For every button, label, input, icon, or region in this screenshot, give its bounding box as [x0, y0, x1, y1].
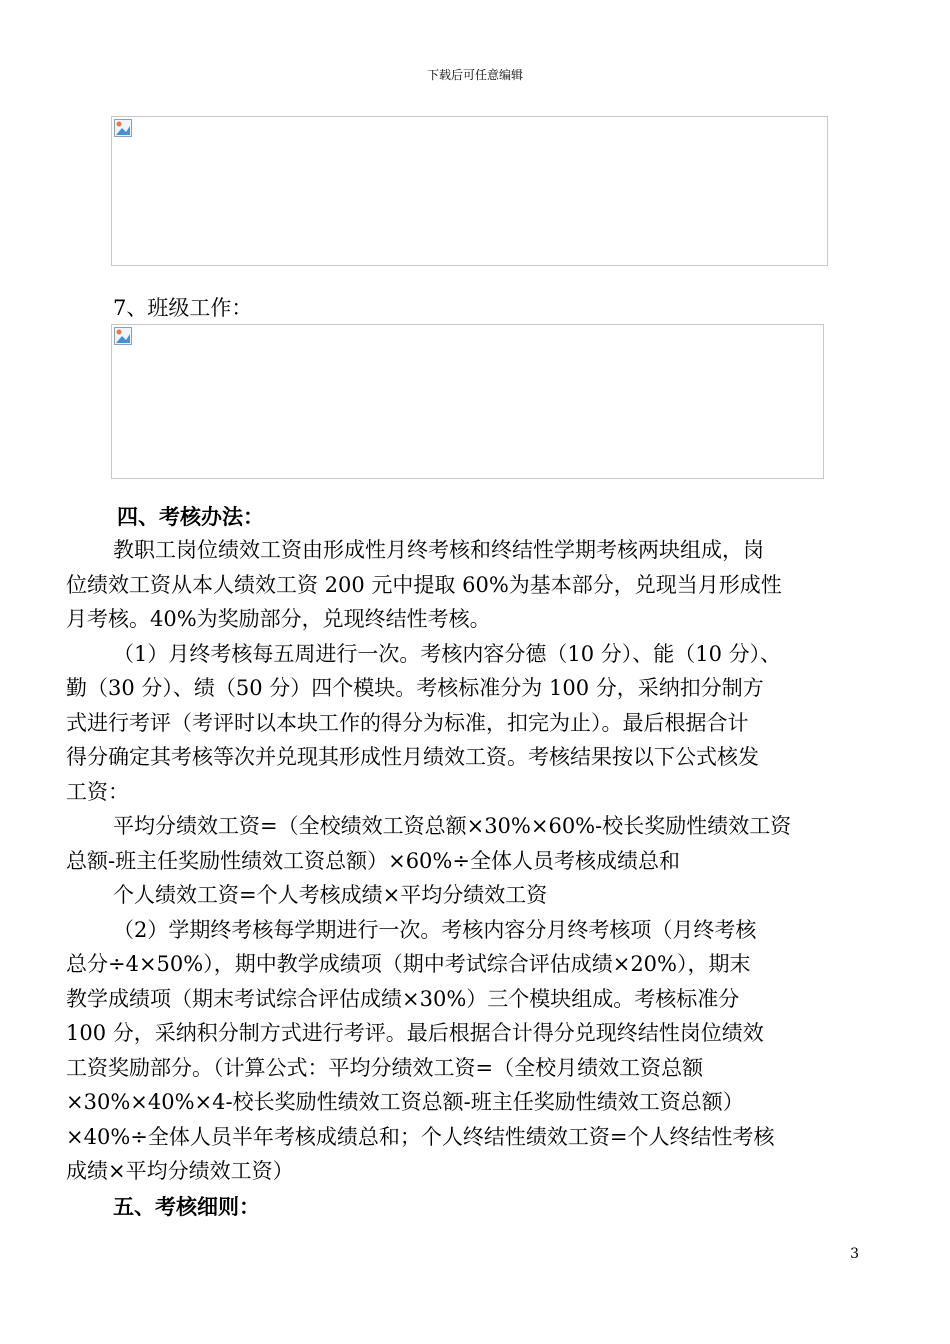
body-line: 得分确定其考核等次并兑现其形成性月绩效工资。考核结果按以下公式核发	[66, 745, 759, 769]
formula-line: 成绩×平均分绩效工资）	[66, 1159, 294, 1183]
body-line: 月考核。40%为奖励部分，兑现终结性考核。	[66, 607, 491, 631]
image-placeholder-1	[111, 116, 828, 266]
formula-line: 总额-班主任奖励性绩效工资总额）×60%÷全体人员考核成绩总和	[66, 849, 680, 873]
body-line: 式进行考评（考评时以本块工作的得分为标准，扣完为止）。最后根据合计	[66, 711, 749, 735]
body-line: 教职工岗位绩效工资由形成性月终考核和终结性学期考核两块组成，岗	[113, 538, 764, 562]
body-line: 100 分，采纳积分制方式进行考评。最后根据合计得分兑现终结性岗位绩效	[66, 1021, 764, 1045]
page-number: 3	[850, 1246, 859, 1262]
formula-line: ×40%÷全体人员半年考核成绩总和；个人终结性绩效工资=个人终结性考核	[66, 1125, 775, 1149]
heading-assessment-method: 四、考核办法：	[117, 504, 264, 529]
body-line: 教学成绩项（期末考试综合评估成绩×30%）三个模块组成。考核标准分	[66, 987, 740, 1011]
heading-assessment-details: 五、考核细则：	[113, 1194, 260, 1219]
body-line: 工资：	[66, 780, 129, 804]
formula-line: 平均分绩效工资=（全校绩效工资总额×30%×60%-校长奖励性绩效工资	[113, 814, 792, 838]
body-line: （1）月终考核每五周进行一次。考核内容分德（10 分）、能（10 分）、	[113, 642, 782, 666]
section-7-label: 7、班级工作：	[113, 296, 253, 320]
formula-line: 个人绩效工资=个人考核成绩×平均分绩效工资	[113, 883, 548, 907]
formula-line: ×30%×40%×4-校长奖励性绩效工资总额-班主任奖励性绩效工资总额）	[66, 1090, 744, 1114]
body-line: 总分÷4×50%），期中教学成绩项（期中考试综合评估成绩×20%），期末	[66, 952, 751, 976]
body-line: （2）学期终考核每学期进行一次。考核内容分月终考核项（月终考核	[113, 918, 757, 942]
body-line: 工资奖励部分。（计算公式：平均分绩效工资=（全校月绩效工资总额	[66, 1056, 704, 1080]
page-header: 下载后可任意编辑	[426, 68, 523, 82]
body-line: 勤（30 分）、绩（50 分）四个模块。考核标准分为 100 分，采纳扣分制方	[66, 676, 764, 700]
body-line: 位绩效工资从本人绩效工资 200 元中提取 60%为基本部分，兑现当月形成性	[66, 573, 782, 597]
broken-image-icon	[114, 327, 132, 345]
broken-image-icon	[114, 119, 132, 137]
image-placeholder-2	[111, 324, 824, 479]
